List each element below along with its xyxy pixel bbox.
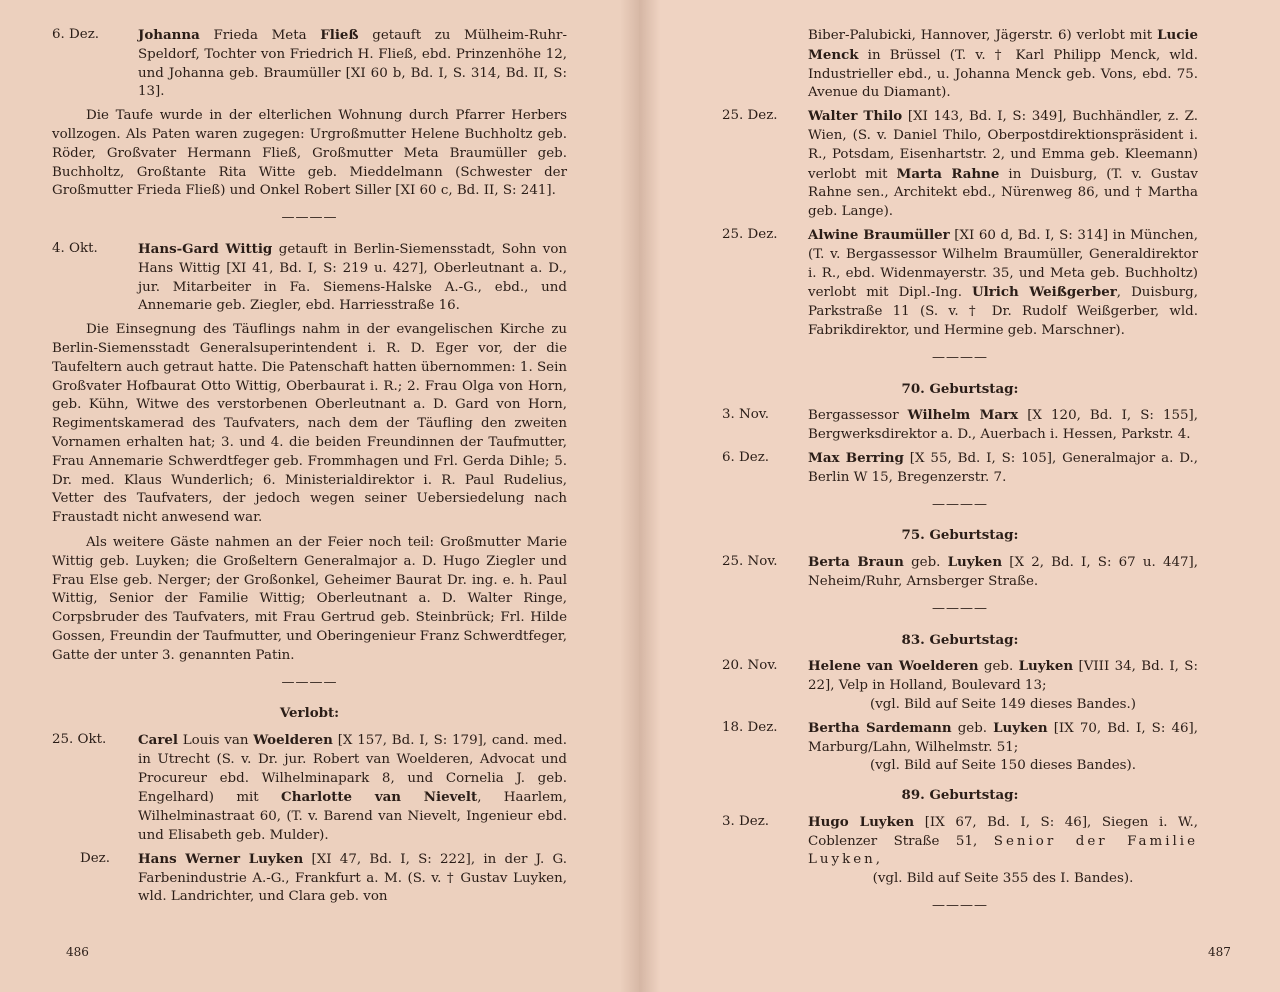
entry-birthday-berring (722, 449, 1198, 488)
guests-paragraph: Als weitere Gäste nahmen an der Feier noch teil: Großmutter Marie Wittig geb. Luyken; die Großeltern Generalmajor a. D. Hugo Ziegler und Frau Else geb. Nerger; der Großonkel, Geheimer Baurat Dr. ing. e. h. Paul Wittig, Senior der Familie Wittig; Oberleutnant a. D. Walter Ringe, Corpsbruder des Taufvaters, mit Frau Gertrud geb. Steinbrück; Frl. Hilde Gossen, Freundin der Taufmutter, und Oberingenieur Franz Schwerdtfeger, Gatte der unter 3. genannten Patin. (52, 534, 567, 663)
entry-text (808, 719, 1198, 776)
entry-text-part: [X 2, Bd. I, S: 67 u. 447], Neheim/Ruhr, Arnsberger Straße. (808, 555, 1198, 589)
section-heading-verlobt: Verlobt: (279, 705, 340, 722)
divider: ———— (281, 674, 338, 690)
entry-text (808, 449, 1198, 488)
divider: ———— (932, 349, 988, 365)
photo-reference: (vgl. Bild auf Seite 149 dieses Bandes.) (870, 696, 1136, 712)
entry-text (808, 226, 1198, 341)
entry-text-part: in Brüssel (T. v. † Karl Philipp Menck, wld. Industrieller ebd., u. Johanna Menck geb. Vons, ebd. 75. Avenue du Diamant). (808, 47, 1198, 101)
entry-text (808, 813, 1198, 889)
consecration-paragraph: Die Einsegnung des Täuflings nahm in der evangelischen Kirche zu Berlin-Siemensstadt Generalsuperintendent i. R. D. Eger vor, der die Taufeltern auch getraut hatte. Die Patenschaft hatten übernommen: 1. Sein Großvater Hofbaurat Otto Wittig, Oberbaurat i. R.; 2. Frau Olga von Horn, geb. Kühn, Witwe des verstorbenen Oberleutnant a. D. Gard von Horn, Regimentskamerad des Taufvaters, nach dem der Täufling den zweiten Vornamen erhalten hat; 3. und 4. die beiden Freundinnen der Taufmutter, Frau Annemarie Schwerdtfeger geb. Frommhagen und Frl. Gerda Dihle; 5. Dr. med. Klaus Wunderlich; 6. Ministerialdirektor i. R. Paul Rudelius, Vetter des Taufvaters, der jedoch wegen seiner Uebersiedelung nach Fraustadt nicht anwesend war. (52, 322, 567, 526)
entry-text (138, 731, 567, 846)
page-number: 486 (66, 945, 89, 959)
entry-birthday-marx (722, 406, 1198, 445)
entry-text-part: Louis van (178, 733, 254, 749)
entry-text-part: , Haarlem, Wilhelminastraat 60, (T. v. Barend van Nievelt, Ingenieur ebd. und Elisabeth geb. Mulder). (138, 790, 568, 844)
person-name: Alwine Braumüller (808, 226, 950, 243)
person-name: Ulrich Weißgerber (971, 284, 1117, 301)
entry-date: 20. Nov. (722, 658, 778, 674)
photo-reference: (vgl. Bild auf Seite 355 des I. Bandes). (872, 871, 1134, 887)
entry-baptism-johanna (52, 26, 567, 102)
left-page-content (52, 26, 567, 911)
entry-text-part: [X 157, Bd. I, S: 179], cand. med. in Utrecht (S. v. Dr. jur. Robert van Woelderen, Advocat und Procureur ebd. Wilhelminapark 8, und Cornelia J. geb. Engelhard) mit (138, 733, 567, 806)
entry-birthday-hugo (722, 813, 1198, 889)
section-heading-83: 83. Geburtstag: (901, 631, 1019, 648)
entry-text (138, 850, 567, 907)
person-name: Lucie Menck (808, 27, 1198, 63)
entry-date: 25. Dez. (722, 108, 778, 124)
entry-date: 4. Okt. (52, 240, 98, 256)
right-page (640, 0, 1280, 992)
entry-birthday-braun (722, 553, 1198, 592)
person-name: Wilhelm Marx (907, 407, 1019, 424)
entry-text-part: Bergassessor (808, 408, 908, 424)
entry-text-part: [XI 47, Bd. I, S: 222], in der J. G. Farbenindustrie A.-G., Frankfurt a. M. (S. v. † Gustav Luyken, wld. Landrichter, und Clara geb. von (138, 851, 567, 905)
entry-date: 6. Dez. (52, 27, 100, 42)
person-name: Luyken (993, 719, 1048, 736)
divider: ———— (281, 210, 338, 226)
entry-birthday-woelderen (722, 657, 1198, 714)
entry-date: 25. Okt. (52, 732, 107, 748)
entry-baptism-hans-gard (52, 240, 567, 316)
senior-title: Senior der Familie Luyken (808, 833, 1199, 868)
person-name: Hugo Luyken (808, 813, 915, 830)
person-name: Marta Rahne (896, 165, 1000, 182)
entry-text-part: , Duisburg, Parkstraße 11 (S. v. † Dr. Rudolf Weißgerber, wld. Fabrikdirektor, und Hermine geb. Marschner). (808, 285, 1199, 338)
divider: ———— (932, 496, 988, 512)
person-name: Helene van Woelderen (808, 658, 979, 675)
entry-text (808, 657, 1198, 714)
entry-engagement-hans-werner (52, 850, 567, 907)
entry-date: 6. Dez. (722, 449, 770, 465)
entry-engagement-walter (722, 107, 1198, 222)
entry-text-part: Biber-Palubicki, Hannover, Jägerstr. 6) verlobt mit (808, 28, 1158, 43)
entry-text-part: in Duisburg, (T. v. Gustav Rahne sen., Architekt ebd., Nürenweg 86, und † Martha geb. Lange). (808, 166, 1198, 220)
person-name: Max Berring (808, 449, 904, 466)
entry-text (808, 553, 1198, 592)
entry-text-part: [IX 67, Bd. I, S: 46], Siegen i. W., Coblenzer Straße 51, (808, 814, 1198, 849)
entry-date: 25. Dez. (722, 226, 778, 242)
entry-text (138, 26, 567, 102)
divider: ———— (932, 898, 988, 914)
entry-text-part: [IX 70, Bd. I, S: 46], Marburg/Lahn, Wilhelmstr. 51; (808, 720, 1198, 755)
entry-birthday-sardemann (722, 719, 1198, 776)
photo-reference: (vgl. Bild auf Seite 150 dieses Bandes). (870, 758, 1136, 774)
entry-text-part: , (875, 852, 881, 868)
entry-text-part: getauft in Berlin-Siemensstadt, Sohn von Hans Wittig [XI 41, Bd. I, S: 219 u. 427], Oberleutnant a. D., jur. Mitarbeiter in Fa. Siemens-Halske A.-G., ebd., und Annemarie geb. Ziegler, ebd. Harriesstraße 16. (138, 241, 567, 314)
section-heading-75: 75. Geburtstag: (901, 527, 1019, 544)
right-page-content (722, 26, 1198, 928)
section-heading-70: 70. Geburtstag: (901, 380, 1019, 397)
person-name: Hans-Gard Wittig (138, 240, 273, 257)
person-name: Bertha Sardemann (808, 719, 952, 736)
entry-engagement-carel (52, 731, 567, 846)
page-number: 487 (1208, 945, 1231, 959)
person-name: Carel (138, 732, 178, 749)
entry-text-part: [X 55, Bd. I, S: 105], Generalmajor a. D., Berlin W 15, Bregenzerstr. 7. (808, 450, 1198, 485)
entry-date: Dez. (80, 850, 110, 866)
person-name: Woelderen (253, 732, 333, 749)
person-name: Berta Braun (808, 554, 904, 571)
entry-date: 3. Nov. (722, 407, 770, 423)
entry-date: 3. Dez. (722, 813, 770, 829)
person-name: Johanna (138, 27, 200, 43)
entry-text (808, 406, 1198, 445)
entry-engagement-alwine (722, 226, 1198, 341)
person-name: Charlotte van Nievelt (281, 789, 478, 806)
baptism-paragraph: Die Taufe wurde in der elterlichen Wohnung durch Pfarrer Herbers vollzogen. Als Paten waren zugegen: Urgroßmutter Helene Buchholtz geb. Röder, Großvater Hermann Fließ, Großmutter Meta Braumüller geb. Buchholtz, Großtante Rita Witte geb. Mieddelmann (Schwester der Großmutter Frieda Fließ) und Onkel Robert Siller [XI 60 c, Bd. II, S: 241]. (52, 108, 567, 199)
entry-text-part: [X 120, Bd. I, S: 155], Bergwerksdirektor a. D., Auerbach i. Hessen, Parkstr. 4. (808, 408, 1198, 443)
entry-text-part: [XI 143, Bd. I, S: 349], Buchhändler, z. Z. Wien, (S. v. Daniel Thilo, Oberpostdirektionspräsident i. R., Potsdam, Eisenhartstr. 2, und Emma geb. Kleemann) verlobt mit (808, 109, 1198, 182)
entry-text-part: [VIII 34, Bd. I, S: 22], Velp in Holland, Boulevard 13; (808, 659, 1198, 694)
entry-date: 25. Nov. (722, 554, 778, 570)
entry-text-part: geb. (978, 659, 1019, 675)
entry-text-part: Frieda Meta (199, 28, 321, 43)
entry-text (808, 107, 1198, 222)
person-name: Fließ (320, 27, 359, 43)
divider: ———— (932, 600, 988, 616)
section-heading-89: 89. Geburtstag: (901, 787, 1019, 804)
entry-continuation (722, 26, 1198, 103)
entry-text-part: getauft zu Mülheim-Ruhr-Speldorf, Tochter von Friedrich H. Fließ, ebd. Prinzenhöhe 12, und Johanna geb. Braumüller [XI 60 b, Bd. I, S. 314, Bd. II, S: 13]. (138, 28, 567, 100)
person-name: Luyken (1018, 658, 1074, 675)
entry-text (138, 240, 567, 316)
entry-text-part: geb. (951, 720, 994, 736)
book-gutter (620, 0, 660, 992)
person-name: Hans Werner Luyken (138, 850, 304, 867)
entry-text-part: [XI 60 d, Bd. I, S: 314] in München, (T. v. Bergassessor Wilhelm Braumüller, Generaldirektor i. R., ebd. Widenmayerstr. 35, und Meta geb. Buchholtz) verlobt mit Dipl.-Ing. (808, 227, 1198, 301)
person-name: Walter Thilo (808, 108, 903, 125)
entry-date: 18. Dez. (722, 719, 778, 735)
person-name: Luyken (947, 554, 1003, 571)
entry-text-part: geb. (903, 555, 948, 571)
